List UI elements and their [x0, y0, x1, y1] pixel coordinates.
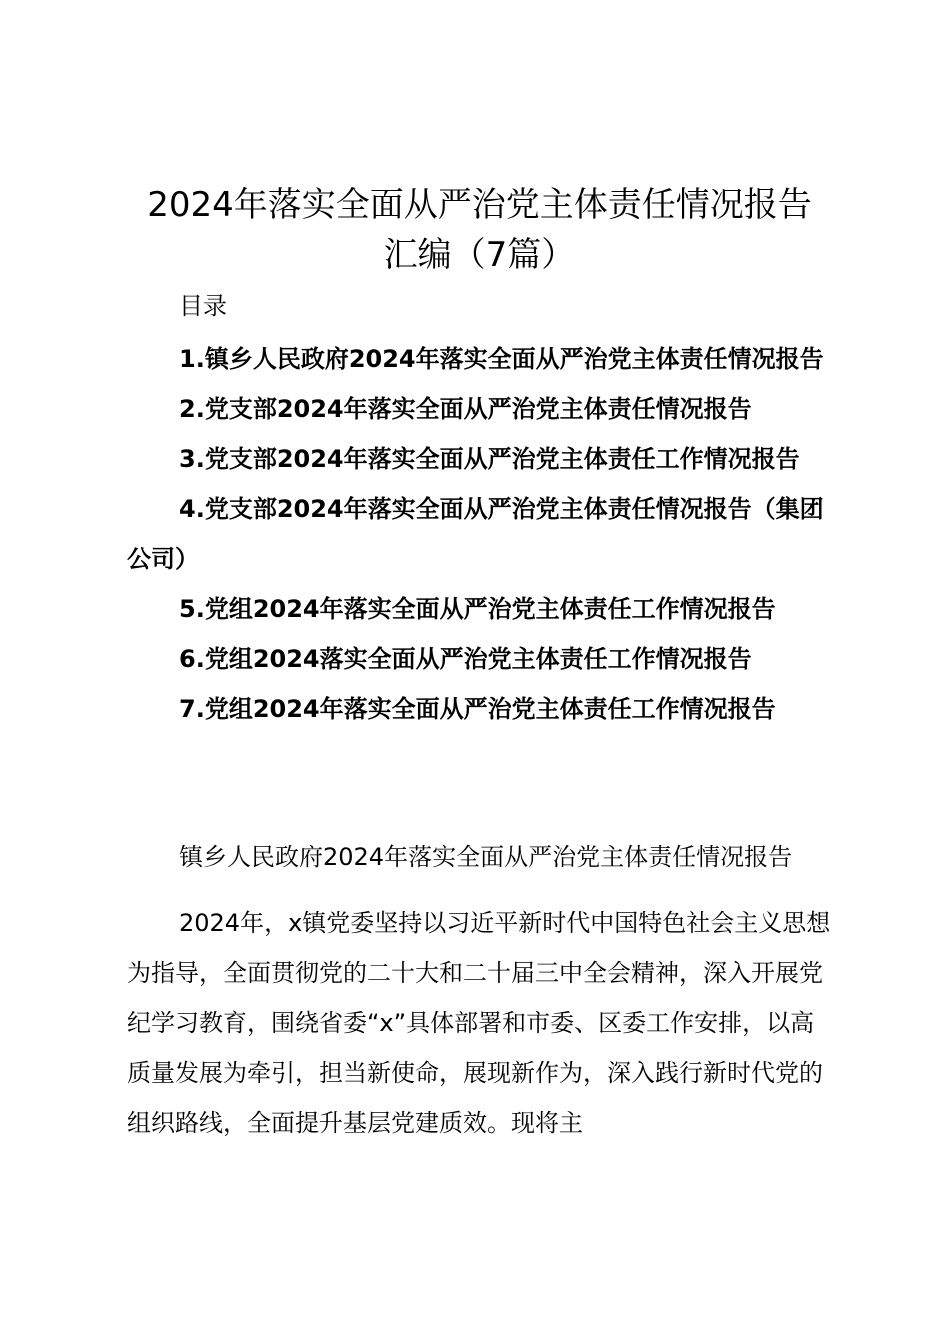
- table-of-contents: [127, 334, 832, 734]
- toc-item-2: 2.党支部2024年落实全面从严治党主体责任情况报告: [179, 395, 752, 423]
- toc-item-5: 5.党组2024年落实全面从严治党主体责任工作情况报告: [179, 595, 776, 623]
- document-title: [117, 180, 842, 280]
- toc-item-4: 4.党支部2024年落实全面从严治党主体责任情况报告（集团公司）: [127, 495, 824, 573]
- title-line-2: 汇编（7篇）: [383, 235, 576, 275]
- section-title: 镇乡人民政府2024年落实全面从严治党主体责任情况报告: [179, 843, 793, 871]
- toc-item-3: 3.党支部2024年落实全面从严治党主体责任工作情况报告: [179, 445, 800, 473]
- report-body: [127, 832, 832, 1148]
- toc-item-7: 7.党组2024年落实全面从严治党主体责任工作情况报告: [179, 695, 776, 723]
- toc-item-6: 6.党组2024落实全面从严治党主体责任工作情况报告: [179, 645, 752, 673]
- title-line-1: 2024年落实全面从严治党主体责任情况报告: [147, 185, 812, 225]
- toc-heading: 目录: [179, 292, 227, 320]
- paragraph-1: 2024年，x镇党委坚持以习近平新时代中国特色社会主义思想为指导，全面贯彻党的二十大和二十届三中全会精神，深入开展党纪学习教育，围绕省委“x”具体部署和市委、区委工作安排，以高质量发展为牵引，担当新使命，展现新作为，深入践行新时代党的组织路线，全面提升基层党建质效。现将主: [127, 909, 831, 1137]
- document-page: [127, 0, 832, 1344]
- toc-item-1: 1.镇乡人民政府2024年落实全面从严治党主体责任情况报告: [179, 345, 824, 373]
